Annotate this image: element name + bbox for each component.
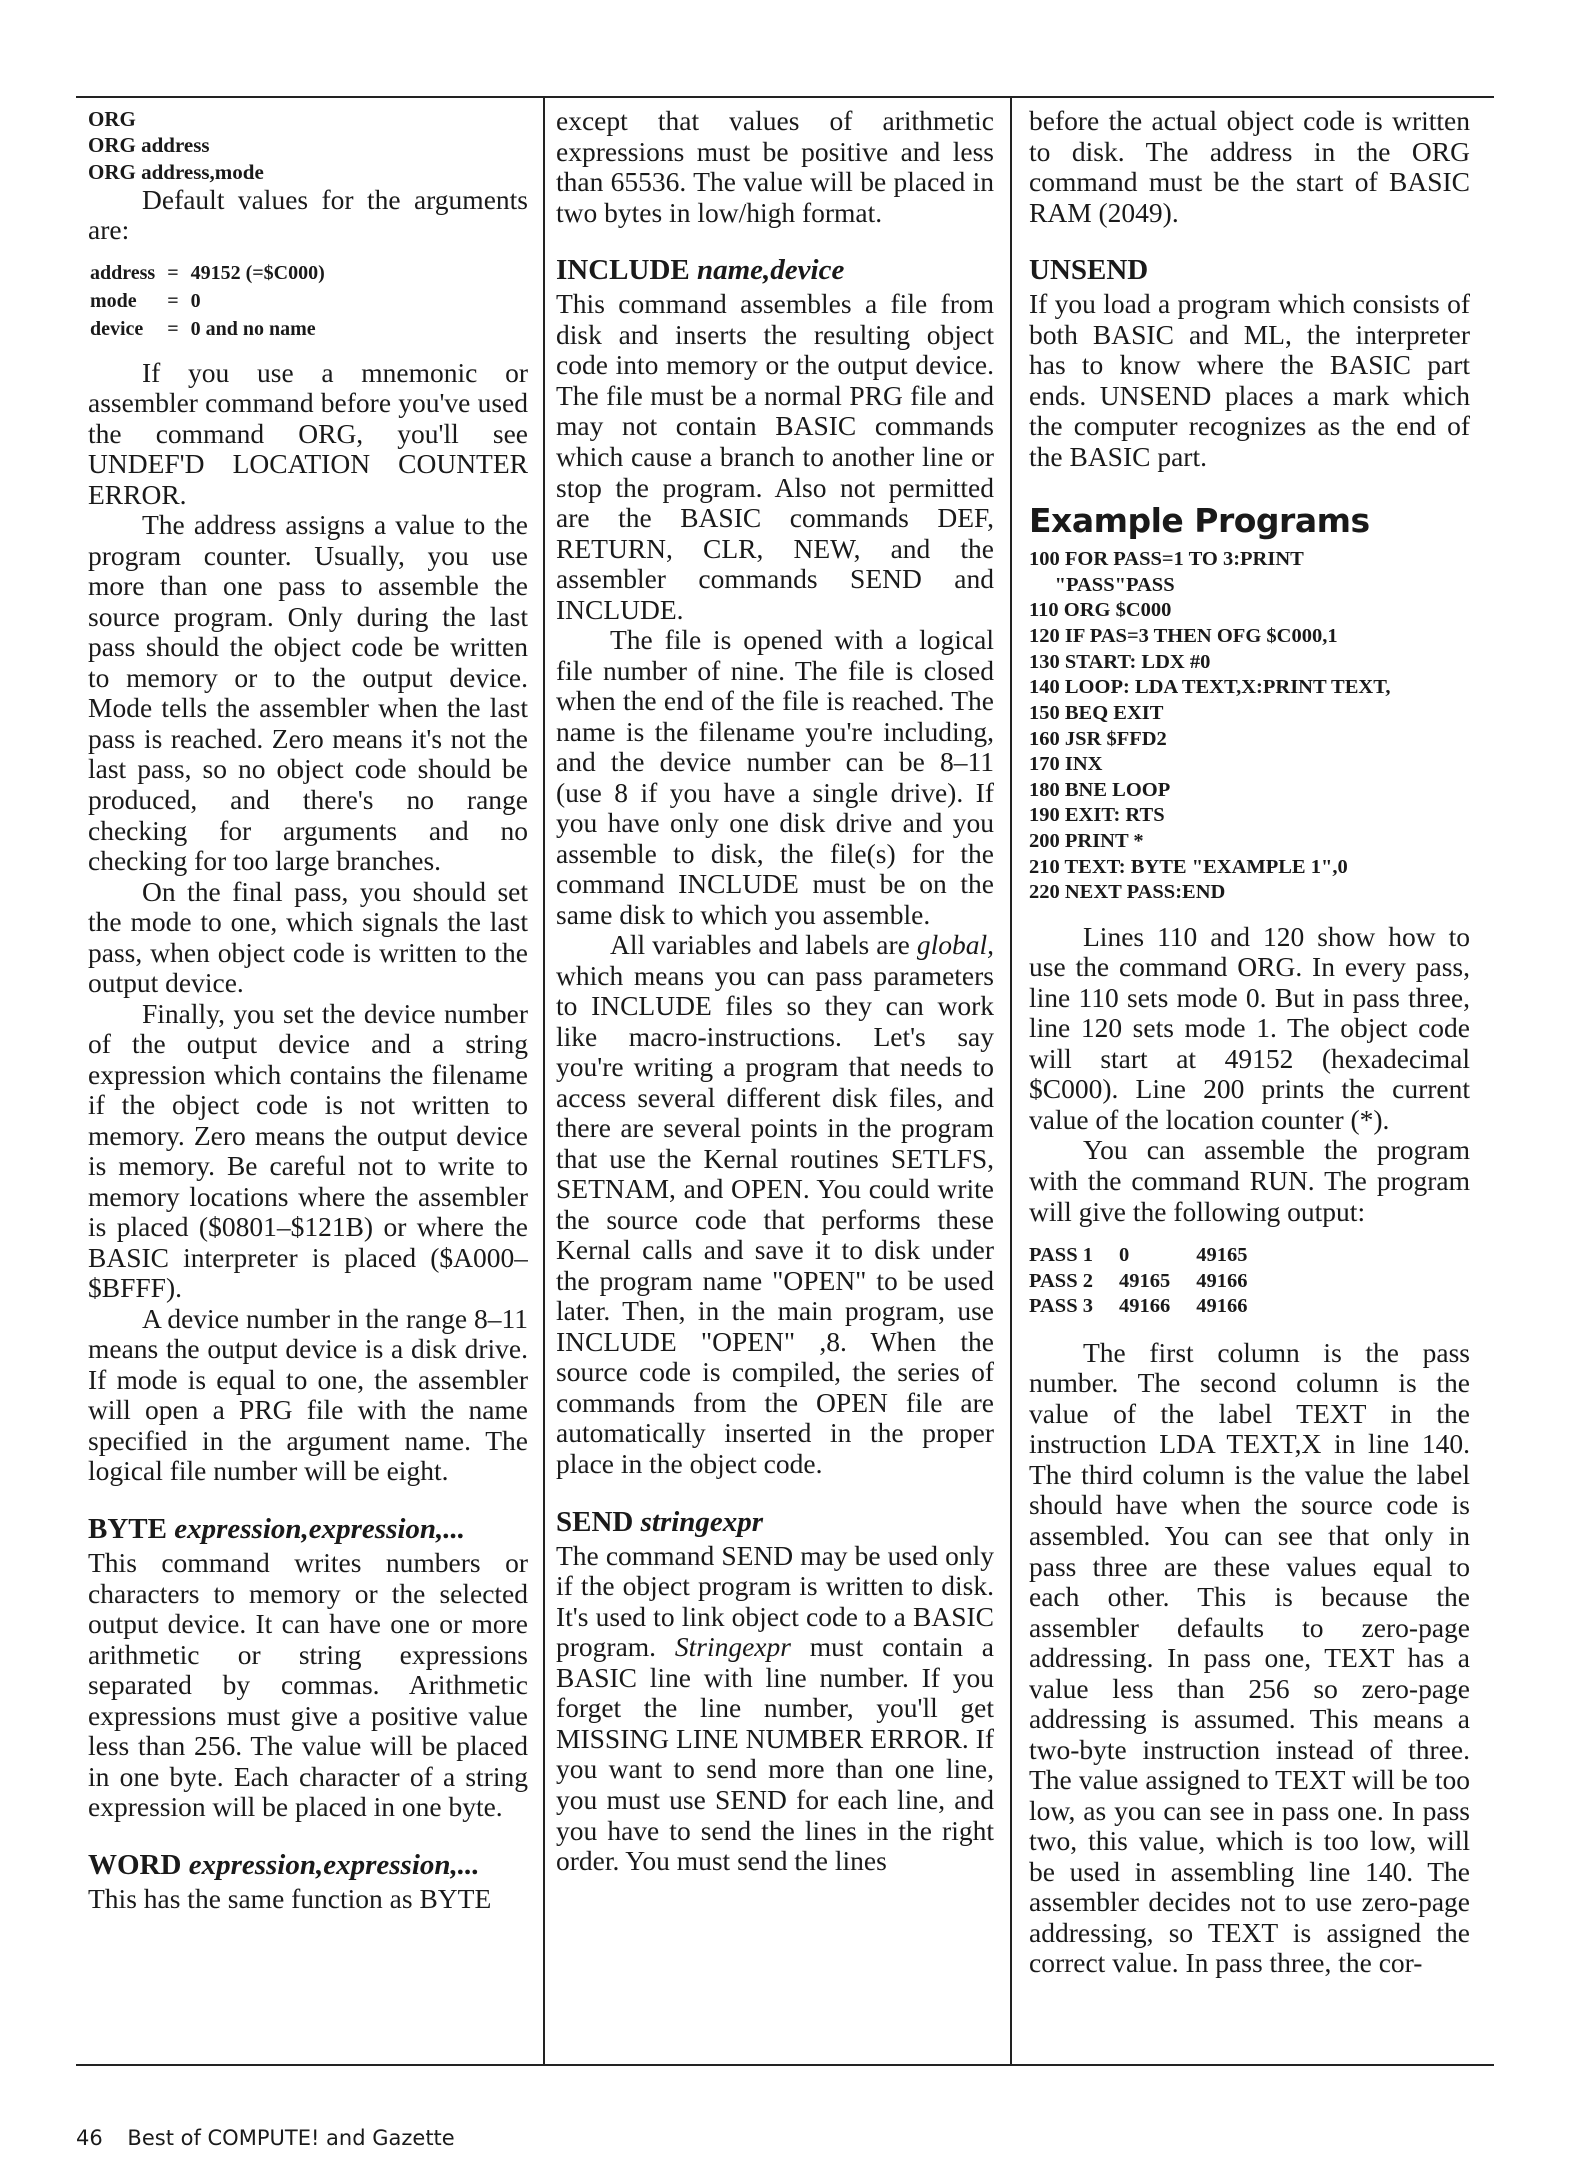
word-heading: WORD expression,expression,... — [88, 1848, 480, 1881]
paragraph: If you use a mnemonic or assembler command before you've used the command ORG, you'll see UNDEF'D LOCATION COUNTER ERROR. — [88, 356, 528, 510]
paragraph: This command writes numbers or characters to memory or the selected output device. It can have one or more arithmetic or string expressions separated by commas. Arithmetic expressions must give a positive value less than 256. The value will be placed in one byte. Each character of a string expression will be placed in one byte. — [88, 1547, 528, 1823]
paragraph: This has the same function as BYTE — [88, 1883, 492, 1915]
listing-line: "PASS"PASS — [1029, 573, 1175, 596]
listing-line: 210 TEXT: BYTE "EXAMPLE 1",0 — [1029, 855, 1348, 878]
paragraph: The address assigns a value to the program counter. Usually, you use more than one pass to assemble the source program. Only during the last pass should the object code be written to memory or to the output device. Mode tells the assembler when the last pass is reached. Zero means it's not the last pass, so no object code should be produced, and there's no range checking for arguments and no checking for too large branches. — [88, 509, 528, 877]
listing-line: 170 INX — [1029, 753, 1103, 776]
paragraph: The command SEND may be used only if the object program is written to disk. It's used to link object code to a BASIC program. Stringexpr must contain a BASIC line with line number. If you forget the line number, you'll get MISSING LINE NUMBER ERROR. If you want to send more than one line, you must use SEND for each line, and you have to send the lines in the right order. You must send the lines — [556, 1539, 994, 1877]
listing-line: 180 BNE LOOP — [1029, 778, 1171, 801]
paragraph: The file is opened with a logical file number of nine. The file is closed when the end of the file is reached. The name is the filename you're including, and the device number can be 8–11 (use 8 if you have a single drive). If you have only one disk drive and you assemble to disk, the file(s) for the command INCLUDE must be on the same disk to which you assemble. — [556, 624, 994, 930]
listing-line: 110 ORG $C000 — [1029, 599, 1172, 622]
example-programs-title: Example Programs — [1029, 500, 1370, 540]
column-divider — [1010, 96, 1012, 2064]
table-row: device = 0 and no name — [90, 317, 316, 340]
table-row: address = 49152 (=$C000) — [90, 261, 325, 284]
listing-line: 120 IF PAS=3 THEN OFG $C000,1 — [1029, 625, 1338, 647]
unsend-heading: UNSEND — [1029, 254, 1149, 287]
paragraph: You can assemble the program with the command RUN. The program will give the following output: — [1029, 1134, 1470, 1227]
paragraph: Default values for the arguments are: — [88, 183, 528, 246]
paragraph: Lines 110 and 120 show how to use the command ORG. In every pass, line 110 sets mode 0. But in pass three, line 120 sets mode 1. The object code will start at 49152 (hexadecimal $C000). Line 200 prints the current value of the location counter (*). — [1029, 920, 1470, 1135]
paragraph: This command assembles a file from disk and inserts the resulting object code into memory or the output device. The file must be a normal PRG file and may not contain BASIC commands which cause a branch to another line or stop the program. Also not permitted are the BASIC commands DEF, RETURN, CLR, NEW, and the assembler commands SEND and INCLUDE. — [556, 288, 994, 625]
table-row: PASS 1 0 49165 — [1029, 1244, 1248, 1267]
listing-line: 150 BEQ EXIT — [1029, 701, 1164, 724]
publication-title: Best of COMPUTE! and Gazette — [127, 2126, 455, 2150]
listing-line: 140 LOOP: LDA TEXT,X:PRINT TEXT, — [1029, 676, 1391, 699]
table-row: mode = 0 — [90, 289, 201, 312]
column-1 — [88, 106, 528, 2056]
paragraph: All variables and labels are global, which means you can pass parameters to INCLUDE files so they can work like macro-instructions. Let's say you're writing a program that needs to access several different disk files, and there are several points in the program that use the Kernal routines SETLFS, SETNAM, and OPEN. You could write the source code that performs these Kernal calls and save it to disk under the program name "OPEN" to be used later. Then, in the main program, use INCLUDE "OPEN" ,8. When the source code is compiled, the series of commands from the OPEN file are automatically inserted in the proper place in the object code. — [556, 929, 994, 1479]
include-heading: INCLUDE name,device — [556, 254, 845, 287]
paragraph: before the actual object code is written to disk. The address in the ORG command must be the start of BASIC RAM (2049). — [1029, 106, 1470, 228]
listing-line: 200 PRINT * — [1029, 830, 1144, 852]
program-listing — [1029, 547, 1470, 906]
org-syntax: ORG ORG address ORG address,mode — [88, 107, 264, 184]
paragraph: The first column is the pass number. The second column is the value of the label TEXT in the instruction LDA TEXT,X in line 140. The third column is the value the label should have when the source code is assembled. You can see that only in pass three are these values equal to each other. This is because the assembler defaults to zero-page addressing. In pass one, TEXT has a value less than 256 so zero-page addressing is assumed. This means a two-byte instruction instead of three. The value assigned to TEXT will be too low, as you can see in pass one. In pass two, this value, which is too low, will be used in assembling line 140. The assembler decides not to use zero-page addressing, so TEXT is assigned the correct value. In pass three, the cor- — [1029, 1336, 1470, 1979]
paragraph: On the final pass, you should set the mode to one, which signals the last pass, when object code is written to the output device. — [88, 875, 528, 999]
page-number: 46 — [76, 2126, 103, 2150]
send-heading: SEND stringexpr — [556, 1505, 764, 1538]
defaults-table — [88, 258, 337, 344]
paragraph: except that values of arithmetic expressions must be positive and less than 65536. The value will be placed in two bytes in low/high format. — [556, 106, 994, 228]
listing-line: 100 FOR PASS=1 TO 3:PRINT — [1029, 548, 1304, 571]
page-footer — [76, 2126, 455, 2150]
listing-line: 220 NEXT PASS:END — [1029, 881, 1226, 904]
listing-line: 160 JSR $FFD2 — [1029, 727, 1167, 750]
paragraph: If you load a program which consists of both BASIC and ML, the interpreter has to know where the BASIC part ends. UNSEND places a mark which the computer recognizes as the end of the BASIC part. — [1029, 288, 1470, 472]
byte-heading: BYTE expression,expression,... — [88, 1512, 466, 1545]
column-2 — [556, 106, 994, 2056]
table-row: PASS 2 49165 49166 — [1029, 1269, 1248, 1292]
paragraph: Finally, you set the device number of the output device and a string expression which contains the filename if the object code is not written to memory. Zero means the output device is memory. Be careful not to write to memory locations where the assembler is placed ($0801–$121B) or where the BASIC interpreter is placed ($A000–$BFFF). — [88, 997, 528, 1304]
column-3 — [1029, 106, 1470, 2056]
column-divider — [543, 96, 545, 2064]
listing-line: 190 EXIT: RTS — [1029, 804, 1165, 827]
table-row: PASS 3 49166 49166 — [1029, 1295, 1248, 1318]
output-table — [1029, 1243, 1273, 1320]
paragraph: A device number in the range 8–11 means the output device is a disk drive. If mode is equal to one, the assembler will open a PRG file with the name specified in the argument name. The logical file number will be eight. — [88, 1302, 528, 1487]
listing-line: 130 START: LDX #0 — [1029, 650, 1211, 673]
